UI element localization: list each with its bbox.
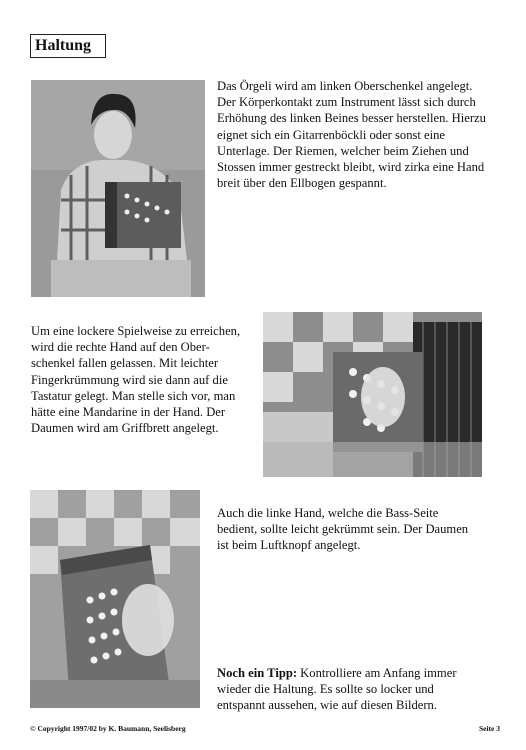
tip-label: Noch ein Tipp: — [217, 666, 298, 680]
footer-page-number: Seite 3 — [478, 724, 500, 733]
photo-boy-holding-accordion — [31, 80, 205, 297]
paragraph-tip — [217, 665, 479, 714]
paragraph-instrument-position: Das Örgeli wird am linken Oberschenkel angelegt. Der Körperkontakt zum Instrument lässt sich durch Erhöhung des linken Beines besser herstellen. Hierzu eignet sich ein Gitarrenböckli oder sonst eine Unterlage. Der Riemen, welcher beim Ziehen und Stossen immer gestreckt bleibt, wird zirka eine Hand breit über den Ellbogen gespannt. — [217, 79, 486, 191]
photo-left-hand-bass-side — [30, 490, 200, 708]
photo-right-hand-on-keyboard — [263, 312, 482, 477]
paragraph-left-hand: Auch die linke Hand, welche die Bass-Seite bedient, sollte leicht gekrümmt sein. Der Daumen ist beim Luftknopf angelegt. — [217, 506, 469, 553]
tip-text: Kontrolliere am Anfang immer wieder die Haltung. Es sollte so locker und entspannt aussehen, wie auf diesen Bildern. — [217, 666, 457, 713]
paragraph-right-hand: Um eine lockere Spielweise zu erreichen, wird die rechte Hand auf den Ober-schenkel fallen gelassen. Mit leichter Fingerkrümmung wird sie dann auf die Tastatur gelegt. Man stelle sich vor, man hätte eine Mandarine in der Hand. Der Daumen wird am Griffbrett angelegt. — [31, 324, 241, 436]
section-title: Haltung — [30, 34, 106, 58]
footer-copyright: © Copyright 1997/02 by K. Baumann, Seelisberg — [30, 724, 186, 733]
